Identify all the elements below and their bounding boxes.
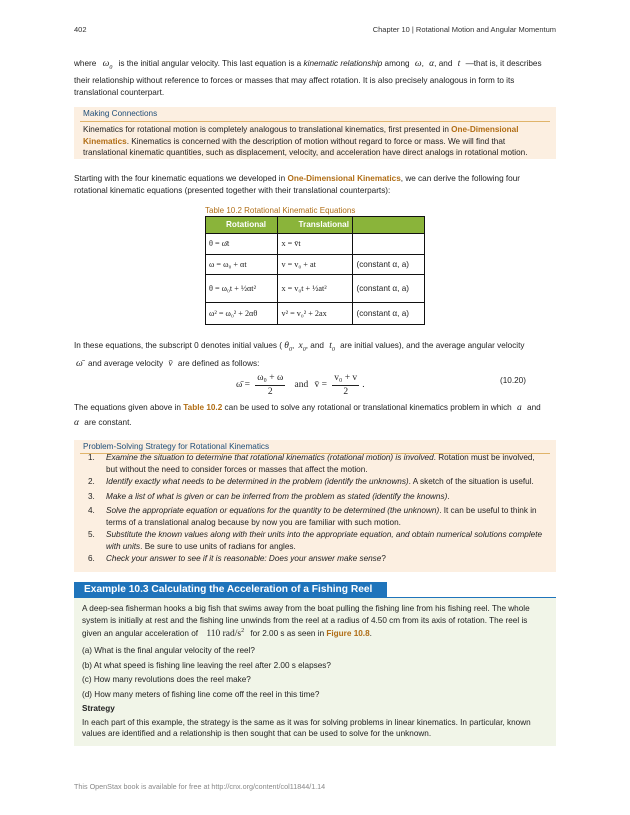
table-header-row xyxy=(206,217,425,234)
table-row: θ = ω̄t x = v̄t xyxy=(206,234,425,255)
link-one-dimensional-kinematics-cont[interactable]: Kinematics xyxy=(83,136,127,146)
link-one-dimensional-kinematics[interactable]: One-Dimensional xyxy=(451,125,519,134)
strategy-line: values are identified and a relationship is then sought that can be used to solve for the unknown. xyxy=(82,729,432,738)
equation-number: (10.20) xyxy=(500,376,526,385)
subscript-paragraph: In these equations, the subscript 0 denotes initial values ( $\theta_0$, $x_0$, and $t_0$ are initial values), and the average angular velocity ω̄ and average velocity v̄ are defined as follows: xyxy=(74,341,525,370)
angular-acceleration-value: 110 rad/$s^2$ xyxy=(206,628,245,640)
divider xyxy=(387,597,556,598)
strategy-line: In each part of this example, the strategy is the same as it was for solving problems in linear kinematics. In particular, known xyxy=(82,718,531,727)
equation-10-20: ω̄ = $\frac{\text{ω₀ + ω}}{2}$ and v̄ = $\frac{\text{v₀ + v}}{2}$ . xyxy=(236,373,365,398)
column-header-condition xyxy=(353,217,425,234)
making-connections-title: Making Connections xyxy=(83,109,158,118)
divider xyxy=(80,121,550,122)
example-title: Example 10.3 Calculating the Acceleration of a Fishing Reel xyxy=(74,582,387,598)
link-table-10-2[interactable]: Table 10.2 xyxy=(183,403,223,412)
problem-solving-box: Problem-Solving Strategy for Rotational Kinematics 1. Examine the situation to determine that rotational kinematics (rotational motion) is involved. Rotation must be involved, but without the need to consider forces or masses that affect the motion. 2. Identify exactly what needs to be determined in the problem (identify the unknowns). A sketch of the situation is useful. 3. Make a list of what is given or can be inferred from the problem as stated (identify the knowns). 4. Solve the appropriate equation or equations for the quantity to be determined (the unknown). It can be useful to think in terms of a translational analog because by now you are familiar with such motion. 5. Substitute the known values along with their units into the appropriate equation, and obtain numerical solutions complete with units. Be sure to use units of radians for angles. 6. Check your answer to see if it is reasonable: Does your answer make sense? xyxy=(74,440,556,572)
footer-text: This OpenStax book is available for free at http://cnx.org/content/col11844/1.14 xyxy=(74,782,326,791)
link-figure-10-8[interactable]: Figure 10.8 xyxy=(326,629,370,639)
column-header-translational: Translational xyxy=(278,217,353,234)
after-equation-paragraph: The equations given above in Table 10.2 can be used to solve any rotational or translational kinematics problem in which a and α are constant. xyxy=(74,403,541,429)
starting-paragraph: Starting with the four kinematic equations we developed in One-Dimensional Kinematics, we can derive the following four rotational kinematic equations (presented together with their translational counterparts): xyxy=(74,174,521,195)
question-a: (a) What is the final angular velocity of the reel? xyxy=(82,646,255,655)
table-row: θ = ω₀t + ½αt² x = v₀t + ½at² (constant α, a) xyxy=(206,275,425,303)
question-b: (b) At what speed is fishing line leaving the reel after 2.00 s elapses? xyxy=(82,661,331,670)
link-one-dimensional-kinematics-2[interactable]: One-Dimensional Kinematics xyxy=(287,174,401,183)
question-d: (d) How many meters of fishing line come off the reel in this time? xyxy=(82,690,320,699)
intro-paragraph: where $\omega_0$ is the initial angular velocity. This last equation is a kinematic relationship among ω, α, and t —that is, it describes their relationship without reference to forces or masses that may affect rotation. It is also precisely analogous in form to its translational counterpart. xyxy=(74,59,542,98)
making-connections-box: Making Connections Kinematics for rotational motion is completely analogous to translational kinematics, first presented in One-Dimensional Kinematics. Kinematics is concerned with the description of motion without regard to force or mass. We will find that translational kinematic quantities, such as displacement, velocity, and acceleration have direct analogs in rotational motion. xyxy=(74,107,556,159)
strategy-heading: Strategy xyxy=(82,704,115,713)
example-paragraph-line: given an angular acceleration of 110 rad/$s^2$ for 2.00 s as seen in Figure 10.8. xyxy=(82,628,372,640)
page-number: 402 xyxy=(74,25,87,34)
kinematic-equations-table xyxy=(205,216,425,325)
example-paragraph-line: A deep-sea fisherman hooks a big fish that swims away from the boat pulling the fishing line from his fishing reel. The whole xyxy=(82,604,530,613)
example-paragraph-line: system is initially at rest and the fishing line unwinds from the reel at a radius of 4.50 cm from its axis of rotation. The reel is xyxy=(82,616,528,625)
column-header-rotational: Rotational xyxy=(206,217,278,234)
table-row: ω² = ω₀² + 2αθ v² = v₀² + 2ax (constant α, a) xyxy=(206,303,425,325)
table-caption: Table 10.2 Rotational Kinematic Equations xyxy=(205,206,356,215)
problem-solving-title: Problem-Solving Strategy for Rotational Kinematics xyxy=(83,442,270,451)
chapter-header: Chapter 10 | Rotational Motion and Angular Momentum xyxy=(372,25,556,34)
question-c: (c) How many revolutions does the reel make? xyxy=(82,675,251,684)
table-row: ω = ω₀ + αt v = v₀ + at (constant α, a) xyxy=(206,255,425,275)
